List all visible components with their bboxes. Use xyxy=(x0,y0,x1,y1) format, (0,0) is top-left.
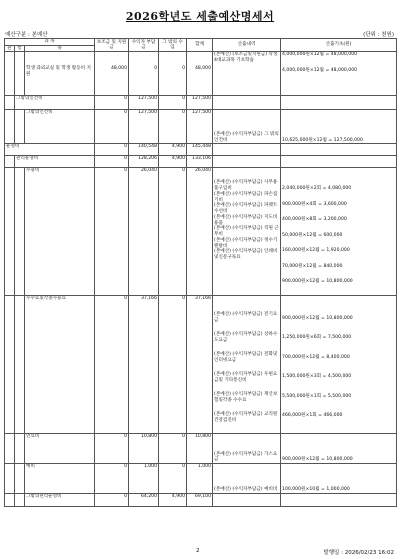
header-calc: 산출기초(원) xyxy=(281,39,397,52)
calc-text: 10,625,000원×12월 = 127,500,000 xyxy=(282,137,363,143)
header-detail: 산출내역 xyxy=(213,39,281,52)
cell-calc xyxy=(281,295,397,433)
cell-total: 133,106 xyxy=(187,156,213,168)
cell-total: 69,100 xyxy=(187,493,213,506)
row-name: 운영비 xyxy=(5,144,95,156)
table-row xyxy=(5,96,397,110)
cell-bojo: 0 xyxy=(95,493,129,506)
detail-text: (본예산) (수익자부담금) 우편요금및 기타통신비 xyxy=(214,371,278,383)
cell-total: 145,448 xyxy=(187,144,213,156)
detail-text: (본예산) (수익자부담금) 가스요금 xyxy=(214,451,278,463)
page-title: 2026학년도 세출예산명세서 xyxy=(125,10,275,23)
row-name: 예비 xyxy=(25,463,95,493)
cell-suik: 140,548 xyxy=(129,144,159,156)
cell-gita: 0 xyxy=(159,52,187,96)
calc-text: 2,040,000원×2회 = 4,080,000 xyxy=(282,186,352,192)
header-hang: 항 xyxy=(15,45,25,52)
detail-text: (본예산) (수익자부담금) 정수기렌탈비 xyxy=(214,237,278,249)
cell-bojo: 0 xyxy=(95,463,129,493)
calc-text: 466,000원×1회 = 466,000 xyxy=(282,413,343,419)
cell-detail xyxy=(213,295,281,433)
detail-text: (본예산) (수익자부담금) 전화및인터넷요금 xyxy=(214,351,278,363)
detail-text: (본예산) (수익자부담금) 전기요금 xyxy=(214,311,278,323)
issue-date: 발행일 : 2026/02/23 16:02 xyxy=(323,550,394,556)
header-mok: 목 xyxy=(25,45,95,52)
calc-text: 900,000원×12월 = 10,800,000 xyxy=(282,315,353,321)
calc-text: 400,000원×8회 = 3,200,000 xyxy=(282,217,347,223)
table-row xyxy=(5,110,397,144)
cell-detail xyxy=(213,52,281,96)
detail-text: (본예산) (수익자부담금) 교직원건강검진비 xyxy=(214,411,278,423)
calc-text: 1,500,000원×3회 = 4,500,000 xyxy=(282,374,352,380)
detail-text: (본예산) (수익자부담금) 지도비용품 xyxy=(214,214,278,226)
row-name: 그밖의관리운영비 xyxy=(25,493,95,506)
cell-total: 127,500 xyxy=(187,96,213,110)
detail-text: (본예산) (수익자부담금) 파손집기비 xyxy=(214,191,278,203)
calc-text: 100,000원×10월 = 1,000,000 xyxy=(282,487,350,493)
cell-detail xyxy=(213,433,281,463)
cell-calc xyxy=(281,463,397,493)
cell-suik: 0 xyxy=(129,52,159,96)
budget-table xyxy=(4,38,397,507)
row-name: 그밖의인건비 xyxy=(25,110,95,144)
cell-gita: 4,900 xyxy=(159,156,187,168)
header-suik: 수익자 부담금 xyxy=(129,39,159,52)
calc-text: 160,000원×12월 = 1,920,000 xyxy=(282,248,350,254)
table-row xyxy=(5,493,397,506)
calc-text: 4,000,000원×12월 = 48,000,000 xyxy=(282,68,358,74)
cell-bojo: 0 xyxy=(95,156,129,168)
header-row-1 xyxy=(5,39,397,46)
calc-text: 900,000원×12월 = 10,800,000 xyxy=(282,279,353,285)
table-row xyxy=(5,295,397,433)
table-row xyxy=(5,433,397,463)
detail-text: (본예산) (수익자부담금) 사무용품구입비 xyxy=(214,180,278,192)
detail-text: (본예산) (수익자부담금) 재산보험및각종 수수료 xyxy=(214,391,278,403)
cell-bojo: 0 xyxy=(95,433,129,463)
cell-detail xyxy=(213,168,281,296)
detail-text: (본예산) (수익자부담금) 상하수도요금 xyxy=(214,331,278,343)
detail-text: (본예산) (수익자부담금) 파렛트수선비 xyxy=(214,203,278,215)
table-row xyxy=(5,144,397,156)
cell-gita: 0 xyxy=(159,168,187,296)
cell-total: 127,500 xyxy=(187,110,213,144)
row-name: 학생 과외교실 및 학생 활동비 지원 xyxy=(25,52,95,96)
header-jang: 관 xyxy=(5,45,15,52)
table-row xyxy=(5,463,397,493)
cell-gita: 4,900 xyxy=(159,144,187,156)
cell-total: 10,800 xyxy=(187,433,213,463)
cell-gita: 0 xyxy=(159,295,187,433)
cell-total: 48,000 xyxy=(187,52,213,96)
cell-gita: 0 xyxy=(159,433,187,463)
budget-type: 예산구분 : 본예산 xyxy=(5,32,48,38)
table-row xyxy=(5,156,397,168)
table-row xyxy=(5,168,397,296)
cell-calc xyxy=(281,110,397,144)
cell-suik: 128,206 xyxy=(129,156,159,168)
cell-calc xyxy=(281,52,397,96)
header-bojo: 보조금 및 지원금 xyxy=(95,39,129,52)
cell-gita: 0 xyxy=(159,110,187,144)
row-name: 연료비 xyxy=(25,433,95,463)
cell-bojo: 0 xyxy=(95,144,129,156)
cell-suik: 10,800 xyxy=(129,433,159,463)
row-name: 수수료및각종사용료 xyxy=(25,295,95,433)
calc-text: 1,250,000원×6회 = 7,500,000 xyxy=(282,335,352,341)
calc-text: 700,000원×12월 = 8,400,000 xyxy=(282,354,350,360)
cell-calc xyxy=(281,433,397,463)
header-gita: 그 밖의 수입 xyxy=(159,39,187,52)
cell-suik: 26,040 xyxy=(129,168,159,296)
detail-text: (본예산) (수익자부담금) 그 밖의인건비 xyxy=(214,132,279,143)
calc-text: 70,000원×12월 = 840,000 xyxy=(282,263,343,269)
cell-suik: 37,166 xyxy=(129,295,159,433)
detail-text: (본예산) (보조금및지원금) 학생 4대교과목 기초학습 xyxy=(214,52,278,64)
cell-total: 1,000 xyxy=(187,463,213,493)
calc-text: 900,000원×4회 = 3,600,000 xyxy=(282,201,347,207)
cell-detail xyxy=(213,463,281,493)
cell-bojo: 0 xyxy=(95,168,129,296)
calc-text: 5,500,000원×1회 = 5,500,000 xyxy=(282,393,352,399)
detail-text: (본예산) (수익자부담금) 인쇄비및신문구독료 xyxy=(214,249,278,261)
page-number: 2 xyxy=(196,548,200,554)
row-name: 관리운영비 xyxy=(15,156,95,168)
cell-gita: 0 xyxy=(159,96,187,110)
cell-gita: 4,900 xyxy=(159,493,187,506)
cell-total: 26,040 xyxy=(187,168,213,296)
calc-text: 4,000,000원×12월 = 48,000,000 xyxy=(282,52,358,58)
cell-detail xyxy=(213,110,281,144)
row-name: 그밖의인건비 xyxy=(15,96,95,110)
cell-gita: 0 xyxy=(159,463,187,493)
cell-suik: 127,500 xyxy=(129,110,159,144)
calc-text: 50,000원×12월 = 600,000 xyxy=(282,232,343,238)
cell-total: 37,166 xyxy=(187,295,213,433)
cell-bojo: 0 xyxy=(95,110,129,144)
detail-text: (본예산) (수익자부담금) 직원 근무비 xyxy=(214,226,279,238)
detail-text: (본예산) (수익자부담금) 예비비 xyxy=(214,487,278,493)
unit-label: (단위 : 천원) xyxy=(363,32,394,38)
cell-suik: 1,000 xyxy=(129,463,159,493)
header-total: 합계 xyxy=(187,39,213,52)
cell-suik: 64,200 xyxy=(129,493,159,506)
cell-bojo: 0 xyxy=(95,295,129,433)
calc-text: 900,000원×12월 = 10,800,000 xyxy=(282,457,353,463)
table-row xyxy=(5,52,397,96)
cell-calc xyxy=(281,168,397,296)
cell-bojo: 0 xyxy=(95,96,129,110)
header-gwamok: 과 목 xyxy=(5,39,95,46)
cell-bojo: 48,000 xyxy=(95,52,129,96)
row-name: 수용비 xyxy=(25,168,95,296)
cell-suik: 127,500 xyxy=(129,96,159,110)
